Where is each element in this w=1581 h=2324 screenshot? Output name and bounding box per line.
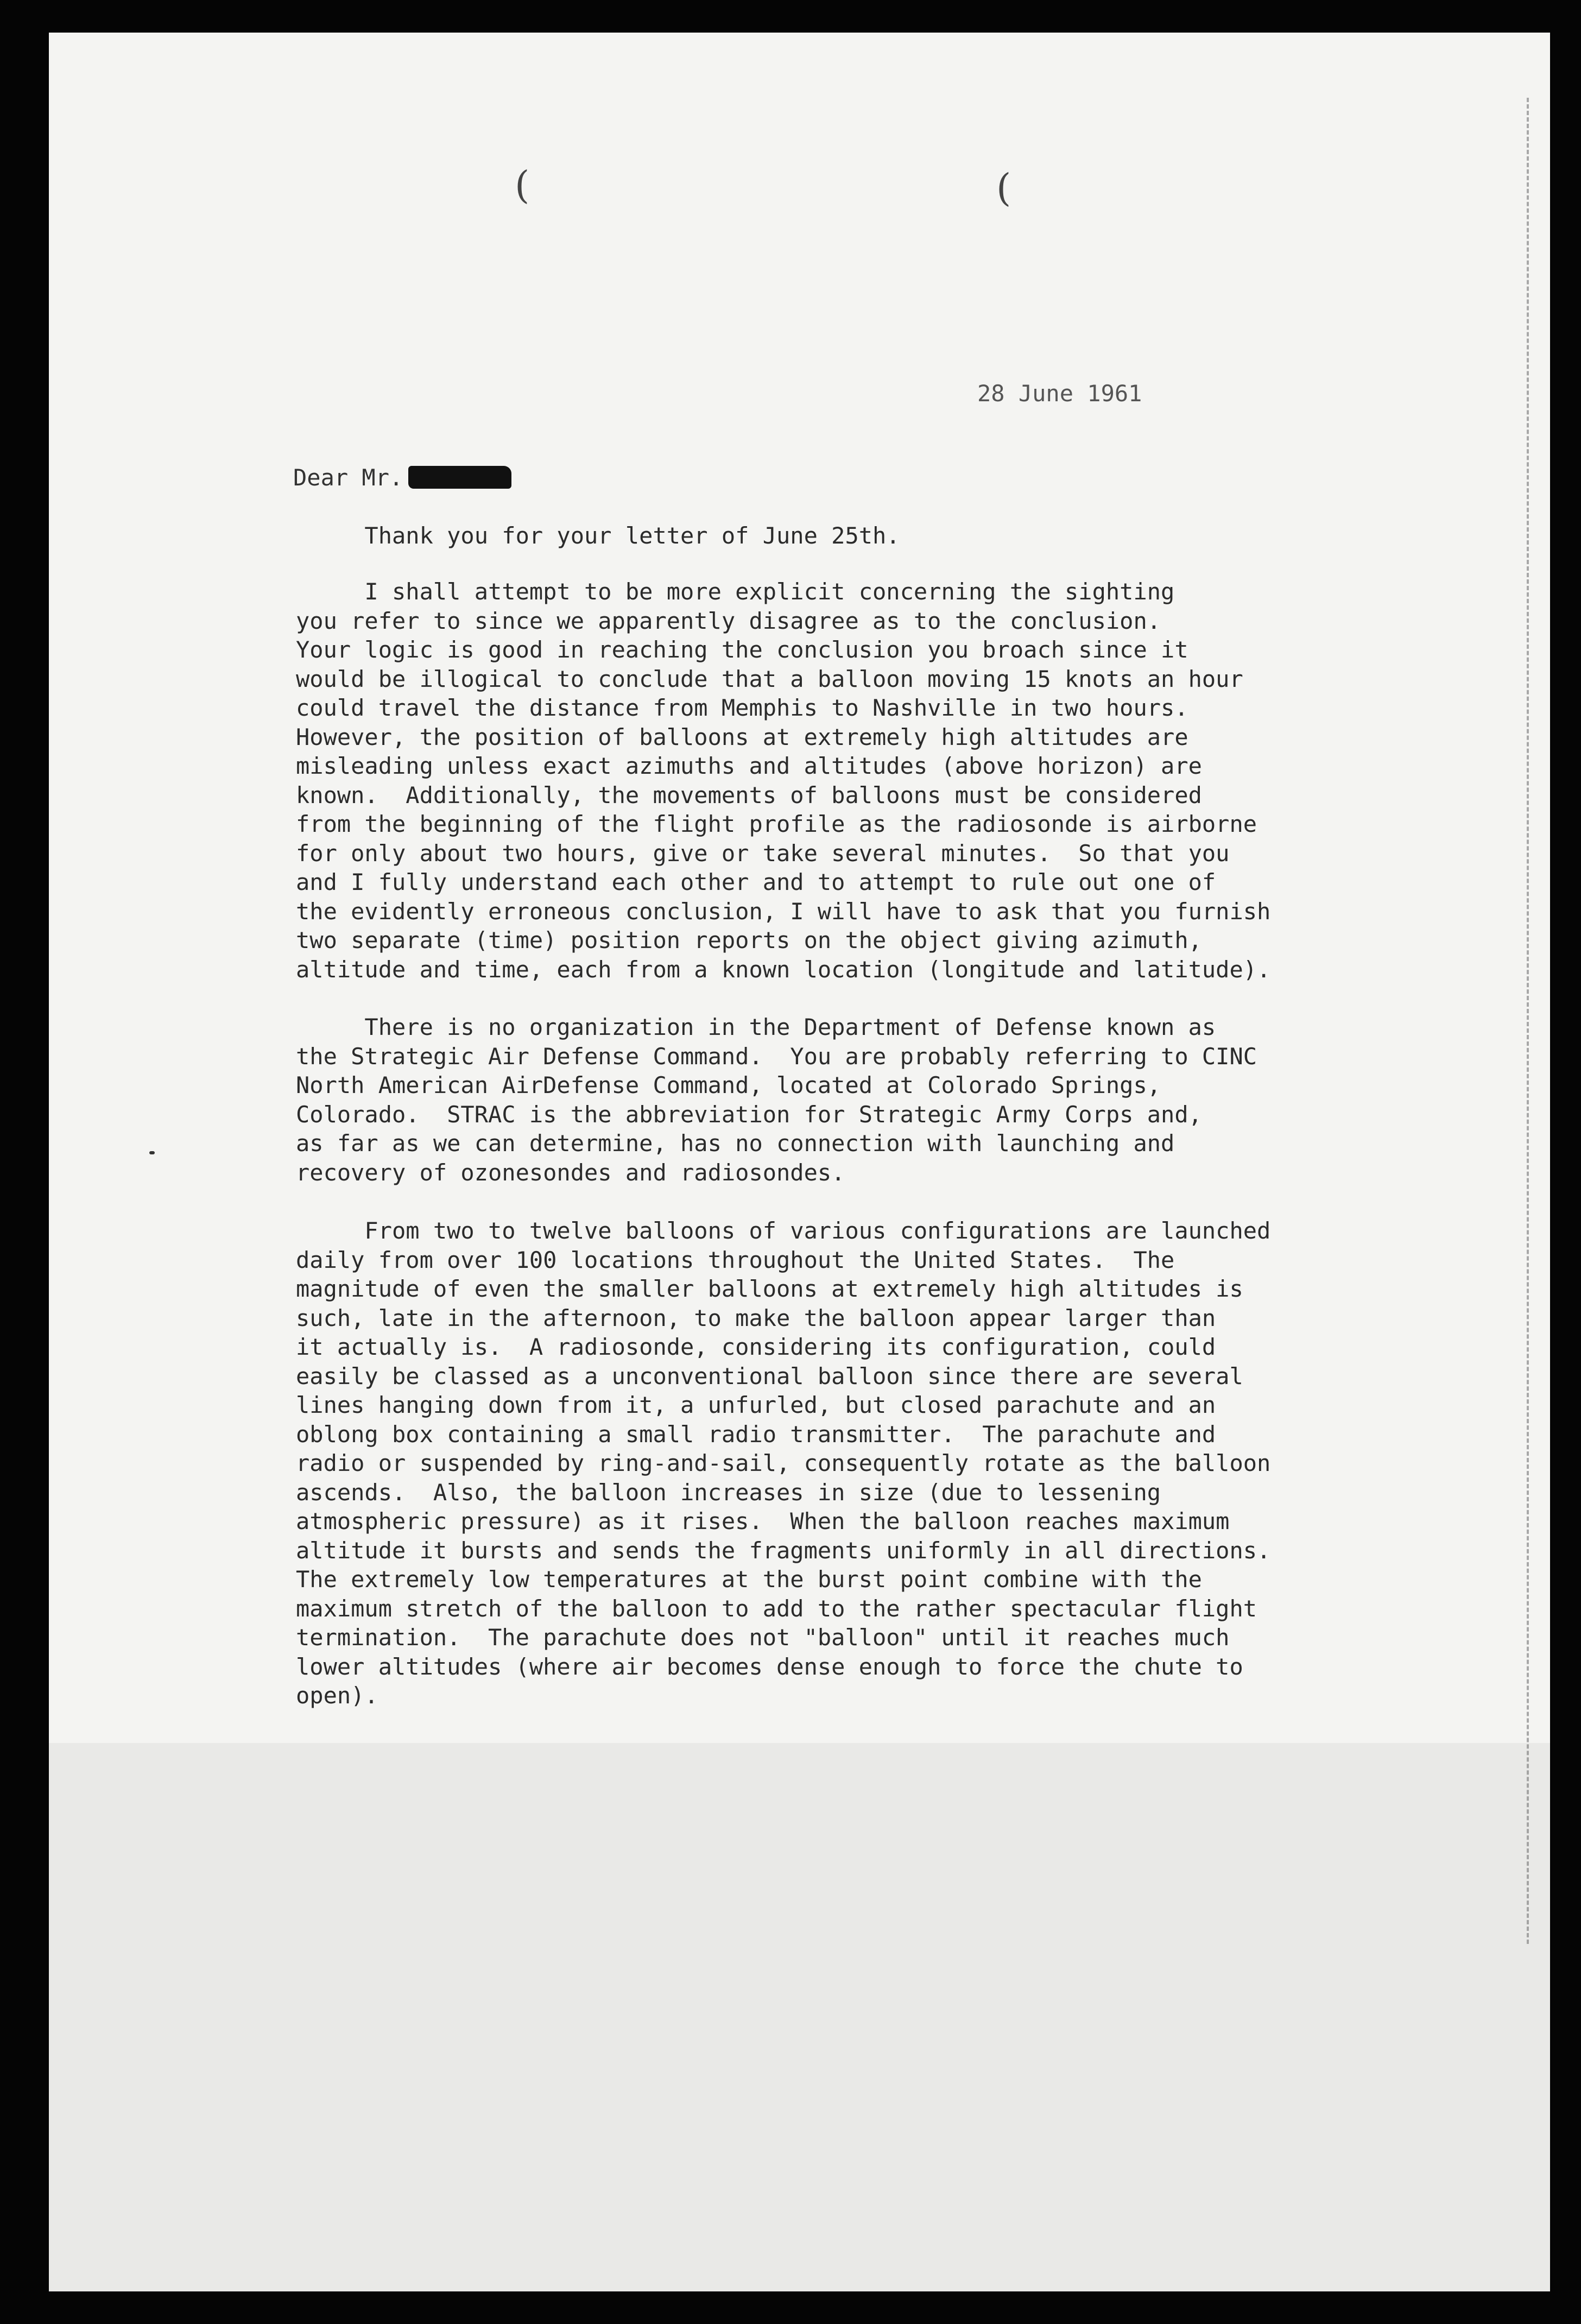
paren-mark-right: ( (996, 166, 1011, 210)
text-line: as far as we can determine, has no connection with launching and (296, 1130, 1175, 1157)
text-line: daily from over 100 locations throughout the United States. The (296, 1246, 1175, 1273)
salutation-text: Dear Mr. (293, 464, 403, 491)
text-line: altitude and time, each from a known location (longitude and latitude). (296, 956, 1271, 983)
text-line: oblong box containing a small radio transmitter. The parachute and (296, 1420, 1216, 1448)
text-line: termination. The parachute does not "balloon" until it reaches much (296, 1624, 1230, 1651)
stray-mark (149, 1151, 155, 1154)
text-line: could travel the distance from Memphis to Nashville in two hours. (296, 694, 1188, 721)
text-line: North American AirDefense Command, located at Colorado Springs, (296, 1072, 1161, 1098)
text-line: you refer to since we apparently disagree as to the conclusion. (296, 607, 1161, 634)
text-line: misleading unless exact azimuths and altitudes (above horizon) are (296, 753, 1202, 779)
text-line: for only about two hours, give or take several minutes. So that you (296, 839, 1230, 867)
text-line: ascends. Also, the balloon increases in size (due to lessening (296, 1479, 1161, 1506)
text-line: known. Additionally, the movements of balloons must be considered (296, 781, 1202, 809)
text-line: Thank you for your letter of June 25th. (296, 522, 900, 549)
redacted-name (408, 466, 511, 489)
text-line: magnitude of even the smaller balloons at extremely high altitudes is (296, 1275, 1243, 1302)
text-line: There is no organization in the Department of Defense known as (296, 1014, 1216, 1040)
salutation (293, 464, 511, 491)
page-fold-line (1527, 98, 1531, 1944)
text-line: Your logic is good in reaching the conclusion you broach since it (296, 636, 1188, 663)
text-line: However, the position of balloons at extremely high altitudes are (296, 723, 1188, 750)
text-line: and I fully understand each other and to attempt to rule out one of (296, 869, 1216, 895)
paren-mark-left: ( (515, 163, 530, 207)
paragraph-organization (296, 1013, 1257, 1187)
text-line: radio or suspended by ring-and-sail, consequently rotate as the balloon (296, 1450, 1271, 1476)
text-line: easily be classed as a unconventional balloon since there are several (296, 1362, 1243, 1390)
page-lower-margin (49, 1743, 1550, 2291)
text-line: two separate (time) position reports on the object giving azimuth, (296, 927, 1202, 953)
paragraph-sighting (296, 577, 1270, 984)
paragraph-thanks (296, 521, 900, 551)
text-line: Colorado. STRAC is the abbreviation for Strategic Army Corps and, (296, 1101, 1202, 1128)
text-line: open). (296, 1682, 378, 1709)
text-line: altitude it bursts and sends the fragments uniformly in all directions. (296, 1537, 1271, 1564)
text-line: would be illogical to conclude that a balloon moving 15 knots an hour (296, 665, 1243, 692)
text-line: lower altitudes (where air becomes dense enough to force the chute to (296, 1653, 1243, 1680)
text-line: From two to twelve balloons of various configurations are launched (296, 1217, 1271, 1244)
text-line: such, late in the afternoon, to make the balloon appear larger than (296, 1304, 1216, 1331)
text-line: it actually is. A radiosonde, considering its configuration, could (296, 1334, 1216, 1360)
text-line: I shall attempt to be more explicit concerning the sighting (296, 578, 1175, 605)
paragraph-balloons (296, 1216, 1270, 1710)
text-line: lines hanging down from it, a unfurled, but closed parachute and an (296, 1392, 1216, 1418)
text-line: atmospheric pressure) as it rises. When the balloon reaches maximum (296, 1508, 1230, 1534)
text-line: The extremely low temperatures at the burst point combine with the (296, 1566, 1202, 1593)
text-line: the Strategic Air Defense Command. You are probably referring to CINC (296, 1043, 1257, 1070)
text-line: the evidently erroneous conclusion, I will have to ask that you furnish (296, 898, 1271, 925)
letter-date: 28 June 1961 (977, 380, 1142, 407)
text-line: from the beginning of the flight profile as the radiosonde is airborne (296, 811, 1257, 837)
text-line: maximum stretch of the balloon to add to the rather spectacular flight (296, 1595, 1257, 1622)
text-line: recovery of ozonesondes and radiosondes. (296, 1159, 845, 1186)
